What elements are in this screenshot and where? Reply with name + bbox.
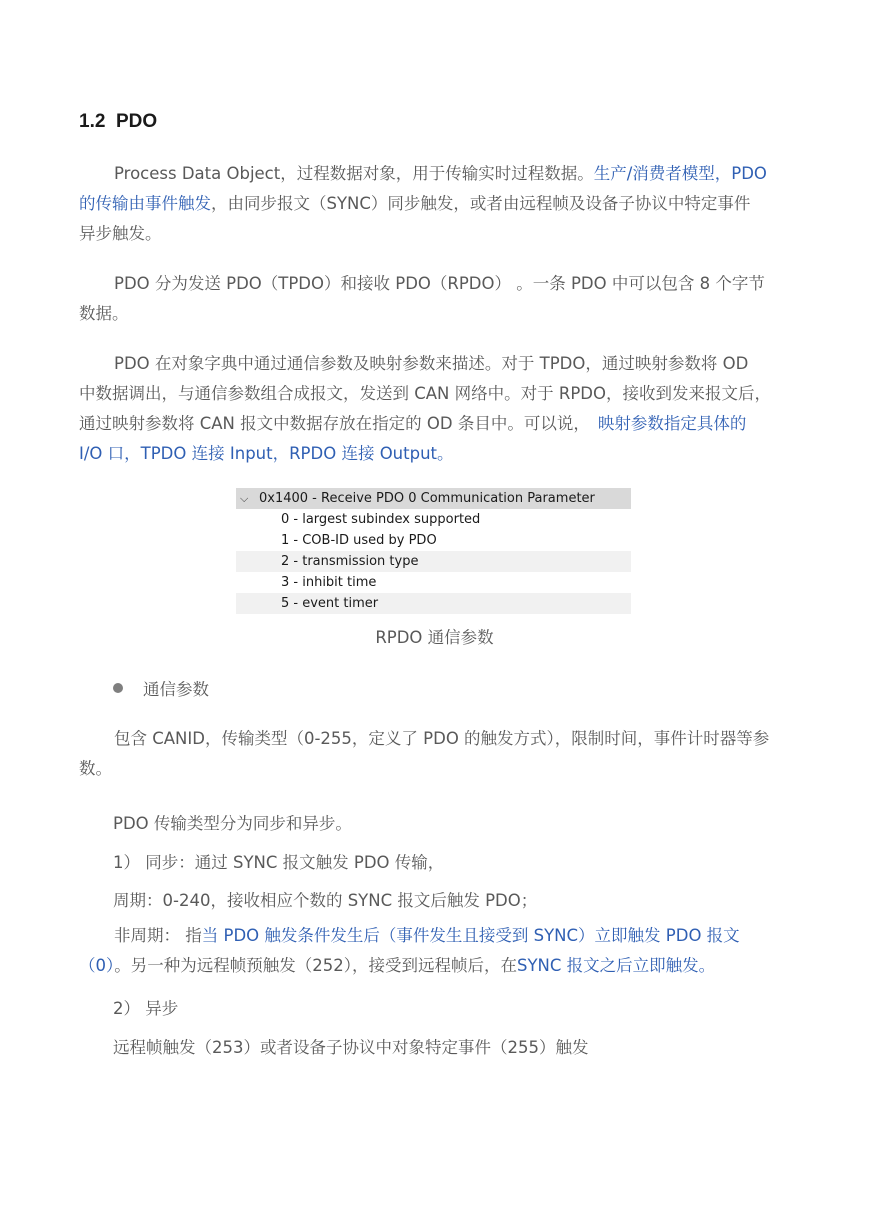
text: 通过映射参数将 CAN 报文中数据存放在指定的 OD 条目中。可以说， — [79, 414, 590, 433]
text: 2） 异步 — [113, 999, 179, 1018]
tree-row-label: 3 - inhibit time — [281, 575, 377, 590]
paragraph-pdo-od — [79, 349, 790, 469]
bullet-item — [113, 676, 209, 700]
tree-row-label: 2 - transmission type — [281, 554, 419, 569]
tree-header-label: 0x1400 - Receive PDO 0 Communication Parameter — [259, 491, 595, 506]
highlight-text: SYNC 报文之后立即触发。 — [517, 956, 716, 975]
paragraph-acyclic — [79, 921, 790, 981]
tree-row-label: 1 - COB-ID used by PDO — [281, 533, 437, 548]
bullet-dot-icon — [113, 683, 123, 693]
tree-row[interactable] — [236, 593, 631, 614]
paragraph-pdo-intro — [79, 159, 790, 249]
text: PDO 分为发送 PDO（TPDO）和接收 PDO（RPDO） 。一条 PDO 中可以包含 8 个字节 — [114, 274, 765, 293]
text: ，由同步报文（SYNC）同步触发，或者由远程帧及设备子协议中特定事件 — [211, 194, 751, 213]
highlight-text: （0） — [79, 956, 115, 975]
highlight-text: 当 PDO 触发条件发生后（事件发生且接受到 SYNC）立即触发 PDO 报文 — [201, 926, 740, 945]
text: 数。 — [79, 759, 112, 778]
highlight-text: 映射参数指定具体的 — [597, 414, 747, 433]
tree-row[interactable] — [236, 530, 631, 551]
text: 。另一种为远程帧预触发（252），接受到远程帧后，在 — [114, 956, 517, 975]
bullet-label: 通信参数 — [143, 680, 209, 699]
tree-row-label: 0 - largest subindex supported — [281, 512, 481, 527]
text: 周期：0-240，接收相应个数的 SYNC 报文后触发 PDO； — [113, 891, 538, 910]
highlight-text: 生产/消费者模型，PDO — [593, 164, 767, 183]
text: PDO 在对象字典中通过通信参数及映射参数来描述。对于 TPDO，通过映射参数将 OD — [114, 354, 749, 373]
text: Process Data Object，过程数据对象，用于传输实时过程数据。 — [114, 164, 594, 183]
paragraph-pdo-types — [79, 269, 790, 329]
text: 异步触发。 — [79, 224, 162, 243]
text: 数据。 — [79, 304, 129, 323]
highlight-text: 的传输由事件触发 — [79, 194, 211, 213]
tree-row-label: 5 - event timer — [281, 596, 379, 611]
section-heading: 1.2 PDO — [79, 111, 158, 132]
text: 中数据调出，与通信参数组合成报文，发送到 CAN 网络中。对于 RPDO，接收到发来报文后， — [79, 384, 771, 403]
figure-caption: RPDO 通信参数 — [375, 628, 494, 647]
text: PDO 传输类型分为同步和异步。 — [113, 814, 352, 833]
paragraph-comm-params — [79, 724, 790, 784]
text: 包含 CANID，传输类型（0-255，定义了 PDO 的触发方式），限制时间，事件计时器等参 — [114, 729, 770, 748]
text: 1） 同步：通过 SYNC 报文触发 PDO 传输， — [113, 853, 445, 872]
text: 非周期： 指 — [114, 926, 202, 945]
highlight-text: I/O 口，TPDO 连接 Input，RPDO 连接 Output。 — [79, 444, 454, 463]
tree-row[interactable] — [236, 551, 631, 572]
tree-header-row[interactable] — [236, 488, 631, 509]
tree-row[interactable] — [236, 572, 631, 593]
tree-row[interactable] — [236, 509, 631, 530]
object-dictionary-tree — [236, 488, 631, 614]
text: 远程帧触发（253）或者设备子协议中对象特定事件（255）触发 — [113, 1038, 589, 1057]
chevron-down-icon[interactable]: ⌵ — [240, 492, 249, 505]
